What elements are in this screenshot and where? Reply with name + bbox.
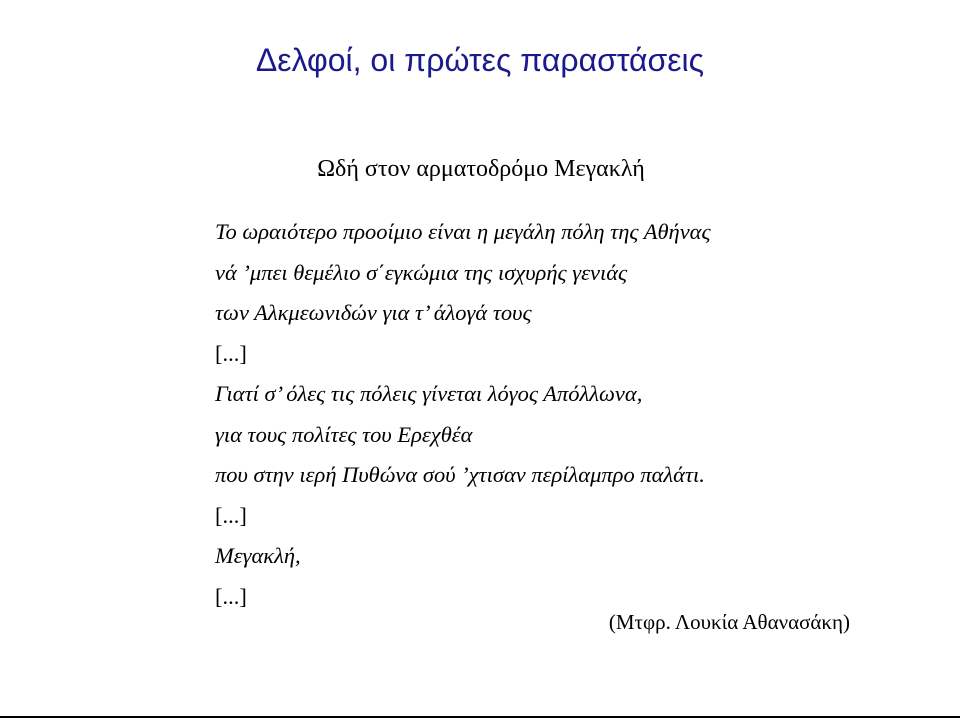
- slide-title: Δελφοί, οι πρώτες παραστάσεις: [255, 42, 705, 78]
- translation-credit: (Μτφρ. Λουκία Αθανασάκη): [608, 610, 850, 634]
- poem-line: [...]: [215, 340, 247, 366]
- poem-line: που στην ιερή Πυθώνα σού ’χτισαν περίλαμπρο παλάτι.: [215, 462, 705, 487]
- poem-line: [...]: [215, 502, 247, 528]
- poem-line: νά ’μπει θεμέλιο σ΄εγκώμια της ισχυρής γενιάς: [215, 259, 628, 285]
- poem-line: Το ωραιότερο προοίμιο είναι η μεγάλη πόλη της Αθήνας: [215, 219, 711, 244]
- poem-line: Γιατί σ’ όλες τις πόλεις γίνεται λόγος Απόλλωνα,: [215, 381, 643, 406]
- poem-lines: [215, 216, 915, 621]
- poem-line: Μεγακλή,: [215, 543, 301, 568]
- poem-line: [...]: [215, 583, 247, 609]
- poem-line: των Αλκμεωνιδών για τ’ άλογά τους: [215, 300, 532, 325]
- poem-title: Ωδή στον αρματοδρόμο Μεγακλή: [317, 156, 645, 182]
- bottom-divider: [0, 716, 960, 718]
- poem-line: για τους πολίτες του Ερεχθέα: [215, 421, 473, 447]
